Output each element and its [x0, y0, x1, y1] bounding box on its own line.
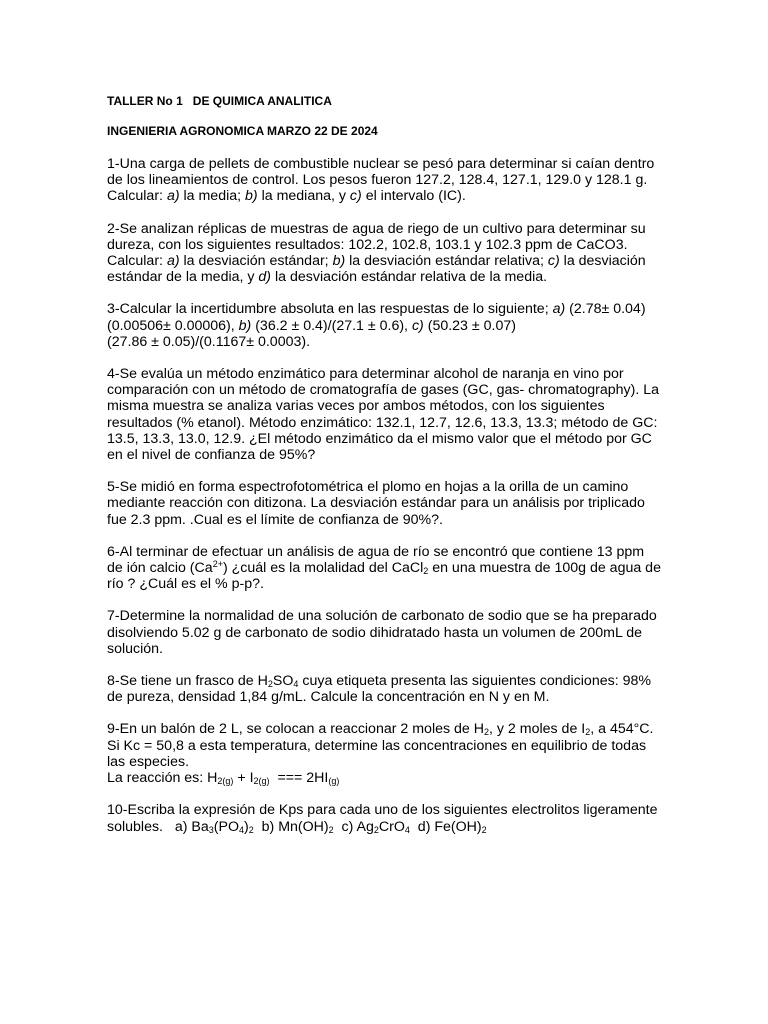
subscript: 3 — [208, 824, 214, 835]
text: (27.86 ± 0.05)/(0.1167± 0.0003). — [107, 333, 311, 350]
exercise-2 — [107, 221, 663, 286]
exercise-9 — [107, 721, 663, 786]
text: la media; — [179, 188, 246, 205]
text: c) — [411, 317, 424, 334]
subscript: 4 — [238, 824, 244, 835]
text: 1-Una carga de pellets de combustible nuclear se pesó para determinar si caían dentro de los lineamientos de control. Los pesos fueron 127.2, 128.4, 127.1, 129.0 y 128.1 g. Calcular: — [107, 156, 655, 205]
text: (50.23 ± 0.07) — [423, 317, 516, 334]
text: 10-Escriba la expresión de Kps para cada uno de los siguientes electrolitos ligeramente solubles. a) Ba — [107, 802, 662, 835]
text: (2.78± 0.04)(0.00506± 0.00006), — [107, 301, 646, 334]
exercise-5 — [107, 479, 663, 528]
text: 5-Se midió en forma espectrofotométrica el plomo en hojas a la orilla de un camino mediante reacción con ditizona. La desviación estándar para un análisis por triplicado fue 2.3 ppm. .Cual es el límite de confianza de 90%?. — [107, 479, 645, 528]
subscript: 2 — [267, 679, 273, 690]
text: 9-En un balón de 2 L, se colocan a reaccionar 2 moles de H — [107, 721, 484, 738]
exercise-1 — [107, 156, 663, 205]
text: (PO — [213, 818, 239, 835]
text: en una muestra de 100g de agua de río ? ¿Cuál es el % p-p?. — [107, 560, 661, 593]
text: c) Ag — [333, 818, 374, 835]
page-title: TALLER No 1 DE QUIMICA ANALITICA — [107, 94, 332, 108]
exercise-list — [107, 156, 663, 851]
exercise-8 — [107, 673, 663, 705]
text: cuya etiqueta presenta las siguientes condiciones: 98% de pureza, densidad 1,84 g/mL. Calcule la concentración en N y en M. — [107, 673, 651, 706]
subscript: 4 — [293, 679, 299, 690]
text: + I — [233, 770, 254, 787]
text: 7-Determine la normalidad de una solución de carbonato de sodio que se ha preparado disolviendo 5.02 g de carbonato de sodio dihidratado hasta un volumen de 200mL de solución. — [107, 608, 657, 657]
text: 6-Al terminar de efectuar un análisis de agua de río se encontró que contiene 13 ppm de ión calcio (Ca — [107, 543, 645, 577]
text: c) — [547, 253, 560, 270]
subscript: 2 — [248, 824, 254, 835]
text: 8-Se tiene un frasco de H — [107, 673, 268, 690]
text: la desviación estándar relativa de la media. — [271, 269, 548, 286]
text: 2-Se analizan réplicas de muestras de agua de riego de un cultivo para determinar su dureza, con los siguientes resultados: 102.2, 102.8, 103.1 y 102.3 ppm de CaCO3. Calcular: — [107, 220, 646, 270]
subscript: 2 — [373, 824, 379, 835]
text: ) ¿cuál es la molalidad del CaCl — [222, 560, 424, 577]
page-subtitle: INGENIERIA AGRONOMICA MARZO 22 DE 2024 — [107, 124, 378, 138]
text: c) — [349, 188, 362, 205]
subscript: 2 — [481, 824, 487, 835]
text: d) Fe(OH) — [409, 818, 482, 835]
text: La reacción es: H — [107, 770, 218, 787]
subscript: (g) — [328, 776, 340, 787]
text: el intervalo (IC). — [361, 188, 466, 205]
text: === 2HI — [269, 770, 329, 787]
text: SO — [272, 673, 294, 690]
subscript: 2 — [484, 727, 490, 738]
subscript: 2(g) — [217, 776, 234, 787]
subscript: 4 — [404, 824, 410, 835]
text: 4-Se evalúa un método enzimático para determinar alcohol de naranja en vino por comparación con un método de cromatografía de gases (GC, gas- chromatography). La misma muestra se analiza varias veces por ambos métodos, con los siguientes resultados (% etanol). Método enzimático: 132.1, 12.7, 12.6, 13.3, 13.3; método de GC: 13.5, 13.3, 13.0, 12.9. ¿El método enzimático da el mismo valor que el método por GC en el nivel de confianza de 95%? — [107, 366, 660, 464]
text: la mediana, y — [257, 188, 350, 205]
text: (36.2 ± 0.4)/(27.1 ± 0.6), — [251, 317, 412, 334]
text: b) — [245, 188, 258, 205]
text: la desviación estándar de la media, y — [107, 253, 646, 286]
text: la desviación estándar; — [179, 253, 333, 270]
text: b) Mn(OH) — [253, 818, 329, 835]
exercise-7 — [107, 608, 663, 657]
subscript: 2 — [423, 566, 429, 577]
text: la desviación estándar relativa; — [345, 253, 548, 270]
exercise-6 — [107, 544, 663, 593]
subscript: 2 — [328, 824, 334, 835]
text: b) — [332, 253, 346, 270]
text: b) — [238, 317, 252, 334]
reaction-line — [107, 770, 663, 786]
exercise-4 — [107, 366, 663, 463]
text: a) — [166, 188, 180, 205]
text: , a 454°C. Si Kc = 50,8 a esta temperatura, determine las concentraciones en equilibrio de todas las especies. — [107, 721, 654, 770]
text: a) — [166, 253, 180, 270]
subscript: 2(g) — [253, 776, 270, 787]
text: a) — [552, 301, 566, 318]
text: d) — [258, 269, 272, 286]
text: 3-Calcular la incertidumbre absoluta en las respuestas de lo siguiente; — [107, 301, 553, 318]
text: , y 2 moles de I — [489, 721, 586, 738]
text: CrO — [378, 818, 405, 835]
exercise-10 — [107, 802, 663, 834]
subscript: 2 — [585, 727, 591, 738]
exercise-3 — [107, 301, 663, 350]
superscript: 2+ — [212, 559, 223, 570]
text: ) — [244, 818, 249, 835]
